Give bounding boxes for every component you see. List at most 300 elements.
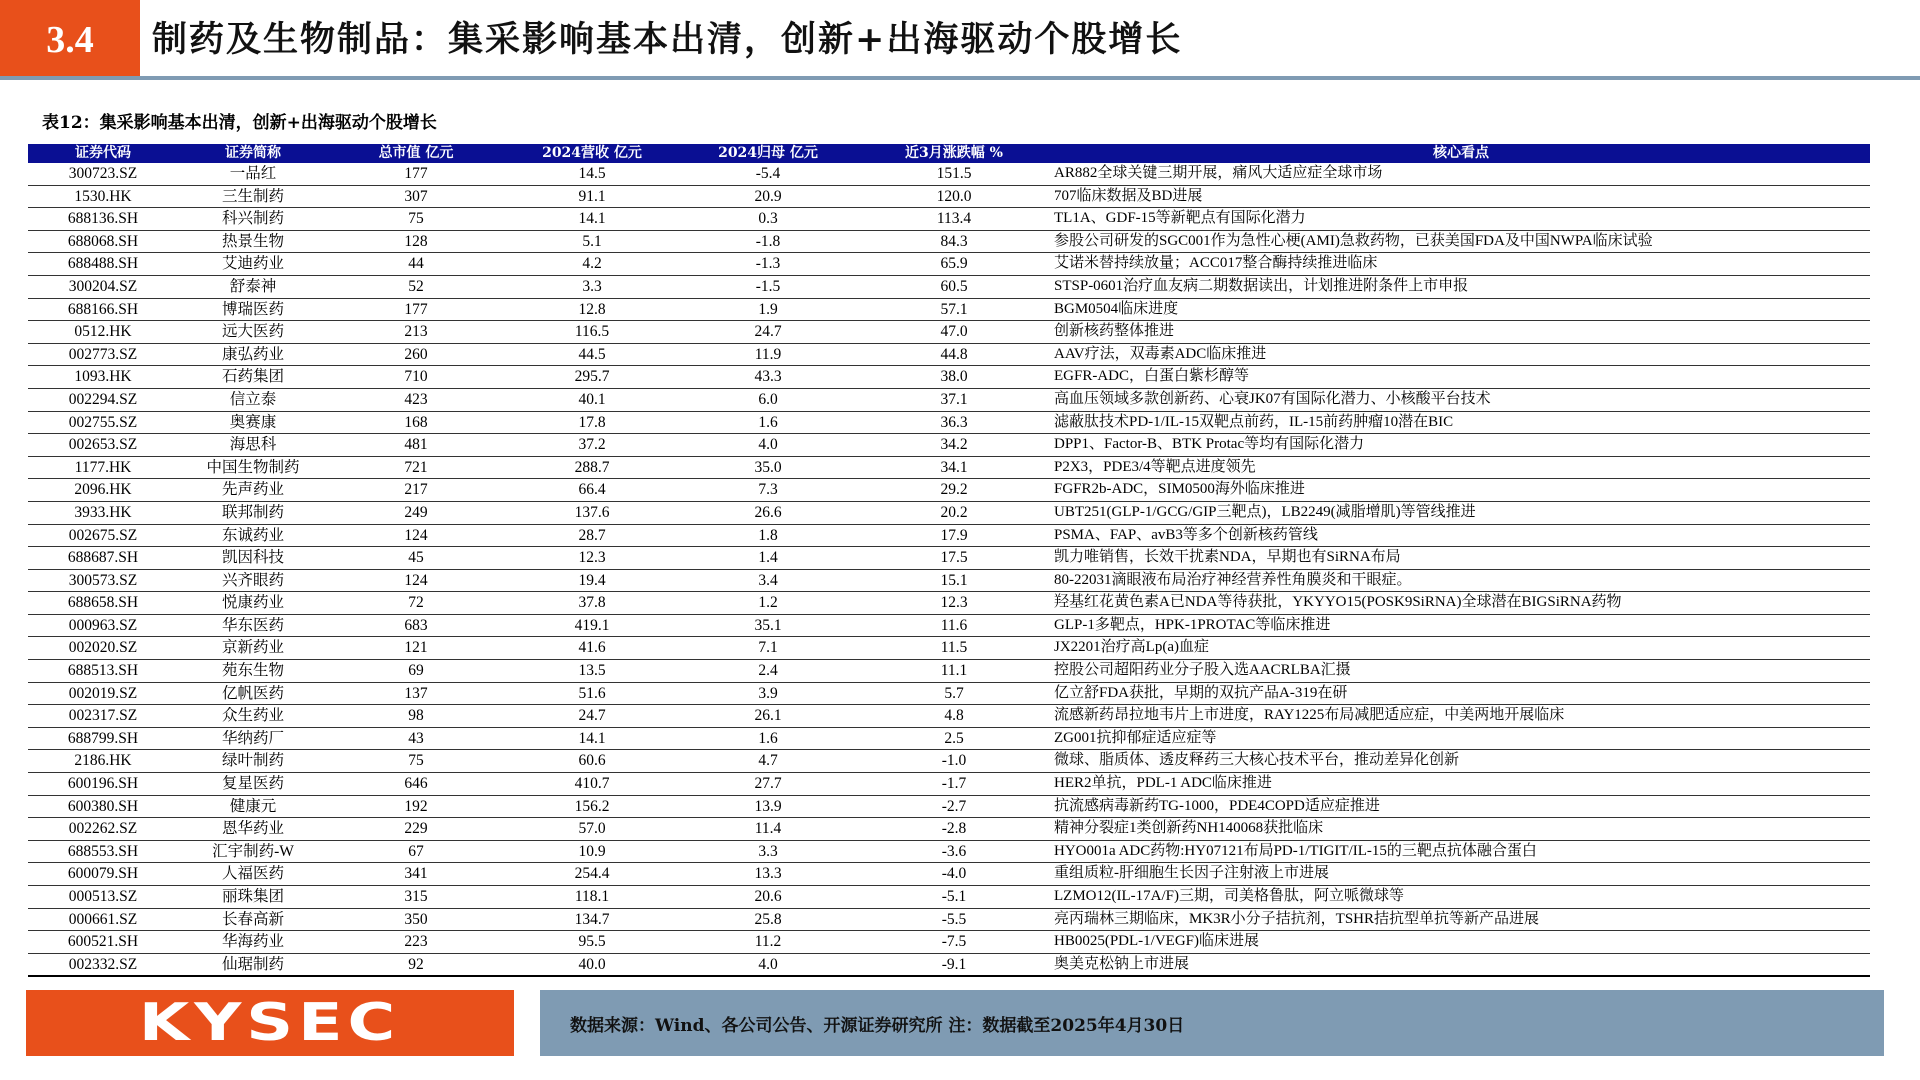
cell-change: -5.1: [856, 886, 1052, 909]
cell-code: 688513.SH: [28, 660, 178, 683]
cell-highlights: ZG001抗抑郁症适应症等: [1052, 727, 1870, 750]
cell-name: 远大医药: [178, 321, 328, 344]
table-row: [28, 479, 1870, 502]
table-body: [28, 163, 1870, 976]
cell-name: 海思科: [178, 434, 328, 457]
cell-code: 688136.SH: [28, 208, 178, 231]
col-header-code: 证券代码: [28, 144, 178, 163]
cell-name: 康弘药业: [178, 343, 328, 366]
cell-market-cap: 52: [328, 275, 504, 298]
cell-code: 688687.SH: [28, 547, 178, 570]
cell-net-profit: 1.8: [680, 524, 856, 547]
cell-net-profit: 4.7: [680, 750, 856, 773]
cell-market-cap: 307: [328, 185, 504, 208]
cell-net-profit: -1.8: [680, 230, 856, 253]
cell-revenue: 134.7: [504, 908, 680, 931]
cell-change: -3.6: [856, 840, 1052, 863]
cell-market-cap: 45: [328, 547, 504, 570]
cell-code: 0512.HK: [28, 321, 178, 344]
cell-net-profit: 1.9: [680, 298, 856, 321]
cell-change: 11.6: [856, 614, 1052, 637]
table-row: [28, 501, 1870, 524]
data-source-note: 数据来源：Wind、各公司公告、开源证券研究所 注：数据截至2025年4月30日: [570, 1015, 1185, 1036]
cell-net-profit: 1.6: [680, 411, 856, 434]
cell-highlights: 抗流感病毒新药TG-1000，PDE4COPD适应症推进: [1052, 795, 1870, 818]
cell-name: 京新药业: [178, 637, 328, 660]
cell-code: 600521.SH: [28, 931, 178, 954]
table-row: [28, 953, 1870, 976]
cell-revenue: 12.3: [504, 547, 680, 570]
cell-highlights: HB0025(PDL-1/VEGF)临床进展: [1052, 931, 1870, 954]
cell-code: 300573.SZ: [28, 569, 178, 592]
cell-net-profit: 13.9: [680, 795, 856, 818]
cell-revenue: 40.1: [504, 388, 680, 411]
cell-net-profit: 27.7: [680, 773, 856, 796]
cell-highlights: STSP-0601治疗血友病二期数据读出，计划推进附条件上市申报: [1052, 275, 1870, 298]
cell-code: 002773.SZ: [28, 343, 178, 366]
table-caption: 表12：集采影响基本出清，创新+出海驱动个股增长: [42, 113, 437, 133]
cell-name: 恩华药业: [178, 818, 328, 841]
table-row: [28, 524, 1870, 547]
table-row: [28, 795, 1870, 818]
cell-market-cap: 721: [328, 456, 504, 479]
cell-market-cap: 168: [328, 411, 504, 434]
cell-revenue: 13.5: [504, 660, 680, 683]
cell-code: 000513.SZ: [28, 886, 178, 909]
cell-revenue: 5.1: [504, 230, 680, 253]
table-row: [28, 275, 1870, 298]
table-row: [28, 818, 1870, 841]
cell-name: 信立泰: [178, 388, 328, 411]
cell-market-cap: 69: [328, 660, 504, 683]
cell-highlights: GLP-1多靶点，HPK-1PROTAC等临床推进: [1052, 614, 1870, 637]
cell-highlights: 高血压领域多款创新药、心衰JK07有国际化潜力、小核酸平台技术: [1052, 388, 1870, 411]
cell-market-cap: 217: [328, 479, 504, 502]
cell-highlights: 流感新药昂拉地韦片上市进度，RAY1225布局减肥适应症，中美两地开展临床: [1052, 705, 1870, 728]
table-row: [28, 253, 1870, 276]
cell-market-cap: 213: [328, 321, 504, 344]
cell-change: 4.8: [856, 705, 1052, 728]
cell-market-cap: 350: [328, 908, 504, 931]
cell-revenue: 12.8: [504, 298, 680, 321]
cell-net-profit: 11.4: [680, 818, 856, 841]
cell-highlights: 艾诺米替持续放量；ACC017整合酶持续推进临床: [1052, 253, 1870, 276]
cell-highlights: 参股公司研发的SGC001作为急性心梗(AMI)急救药物，已获美国FDA及中国NWPA临床试验: [1052, 230, 1870, 253]
cell-revenue: 156.2: [504, 795, 680, 818]
cell-revenue: 60.6: [504, 750, 680, 773]
cell-net-profit: 20.6: [680, 886, 856, 909]
cell-code: 1177.HK: [28, 456, 178, 479]
section-number: 3.4: [46, 19, 94, 61]
table-row: [28, 343, 1870, 366]
cell-code: 3933.HK: [28, 501, 178, 524]
cell-name: 热景生物: [178, 230, 328, 253]
table-row: [28, 298, 1870, 321]
cell-code: 2186.HK: [28, 750, 178, 773]
cell-revenue: 254.4: [504, 863, 680, 886]
cell-revenue: 410.7: [504, 773, 680, 796]
cell-revenue: 14.1: [504, 727, 680, 750]
cell-change: -7.5: [856, 931, 1052, 954]
cell-net-profit: 7.1: [680, 637, 856, 660]
cell-change: -1.0: [856, 750, 1052, 773]
cell-market-cap: 177: [328, 163, 504, 185]
cell-market-cap: 249: [328, 501, 504, 524]
cell-name: 绿叶制药: [178, 750, 328, 773]
cell-revenue: 19.4: [504, 569, 680, 592]
cell-highlights: 滤蔽肽技术PD-1/IL-15双靶点前药，IL-15前药肿瘤10潜在BIC: [1052, 411, 1870, 434]
cell-market-cap: 124: [328, 524, 504, 547]
cell-highlights: PSMA、FAP、avB3等多个创新核药管线: [1052, 524, 1870, 547]
cell-highlights: FGFR2b-ADC，SIM0500海外临床推进: [1052, 479, 1870, 502]
table-row: [28, 931, 1870, 954]
table-row: [28, 547, 1870, 570]
cell-revenue: 137.6: [504, 501, 680, 524]
cell-net-profit: 4.0: [680, 953, 856, 976]
cell-code: 688166.SH: [28, 298, 178, 321]
cell-net-profit: 25.8: [680, 908, 856, 931]
cell-change: 36.3: [856, 411, 1052, 434]
cell-net-profit: -1.5: [680, 275, 856, 298]
cell-change: 113.4: [856, 208, 1052, 231]
table-row: [28, 230, 1870, 253]
cell-market-cap: 646: [328, 773, 504, 796]
cell-change: 29.2: [856, 479, 1052, 502]
cell-net-profit: 3.4: [680, 569, 856, 592]
cell-change: 17.9: [856, 524, 1052, 547]
cell-market-cap: 43: [328, 727, 504, 750]
cell-highlights: HYO001a ADC药物:HY07121布局PD-1/TIGIT/IL-15的三靶点抗体融合蛋白: [1052, 840, 1870, 863]
cell-net-profit: 6.0: [680, 388, 856, 411]
cell-market-cap: 44: [328, 253, 504, 276]
cell-highlights: AAV疗法，双毒素ADC临床推进: [1052, 343, 1870, 366]
cell-change: -4.0: [856, 863, 1052, 886]
table-row: [28, 727, 1870, 750]
cell-name: 舒泰神: [178, 275, 328, 298]
cell-change: 57.1: [856, 298, 1052, 321]
cell-code: 688553.SH: [28, 840, 178, 863]
cell-revenue: 17.8: [504, 411, 680, 434]
cell-name: 华纳药厂: [178, 727, 328, 750]
cell-highlights: 亿立舒FDA获批，早期的双抗产品A-319在研: [1052, 682, 1870, 705]
cell-change: 151.5: [856, 163, 1052, 185]
cell-net-profit: 35.0: [680, 456, 856, 479]
cell-market-cap: 710: [328, 366, 504, 389]
cell-highlights: TL1A、GDF-15等新靶点有国际化潜力: [1052, 208, 1870, 231]
table-row: [28, 208, 1870, 231]
table-row: [28, 840, 1870, 863]
cell-revenue: 24.7: [504, 705, 680, 728]
cell-highlights: 重组质粒-肝细胞生长因子注射液上市进展: [1052, 863, 1870, 886]
cell-name: 苑东生物: [178, 660, 328, 683]
cell-highlights: BGM0504临床进度: [1052, 298, 1870, 321]
table-header-row: [28, 144, 1870, 163]
cell-revenue: 44.5: [504, 343, 680, 366]
cell-highlights: EGFR-ADC，白蛋白紫杉醇等: [1052, 366, 1870, 389]
cell-net-profit: -5.4: [680, 163, 856, 185]
cell-name: 华东医药: [178, 614, 328, 637]
cell-change: 17.5: [856, 547, 1052, 570]
cell-code: 002675.SZ: [28, 524, 178, 547]
cell-code: 688068.SH: [28, 230, 178, 253]
cell-code: 002317.SZ: [28, 705, 178, 728]
cell-name: 三生制药: [178, 185, 328, 208]
cell-net-profit: 1.6: [680, 727, 856, 750]
table-row: [28, 863, 1870, 886]
cell-revenue: 116.5: [504, 321, 680, 344]
cell-code: 688488.SH: [28, 253, 178, 276]
cell-change: -5.5: [856, 908, 1052, 931]
cell-revenue: 295.7: [504, 366, 680, 389]
cell-revenue: 14.1: [504, 208, 680, 231]
col-header-market-cap: 总市值 亿元: [328, 144, 504, 163]
cell-net-profit: 24.7: [680, 321, 856, 344]
table-row: [28, 185, 1870, 208]
cell-revenue: 95.5: [504, 931, 680, 954]
cell-market-cap: 92: [328, 953, 504, 976]
cell-revenue: 28.7: [504, 524, 680, 547]
table-row: [28, 434, 1870, 457]
cell-net-profit: 3.3: [680, 840, 856, 863]
cell-market-cap: 137: [328, 682, 504, 705]
cell-name: 一品红: [178, 163, 328, 185]
cell-name: 汇宇制药-W: [178, 840, 328, 863]
cell-net-profit: 13.3: [680, 863, 856, 886]
col-header-net-profit: 2024归母 亿元: [680, 144, 856, 163]
cell-name: 亿帆医药: [178, 682, 328, 705]
cell-name: 仙琚制药: [178, 953, 328, 976]
cell-change: -1.7: [856, 773, 1052, 796]
cell-change: 84.3: [856, 230, 1052, 253]
cell-market-cap: 192: [328, 795, 504, 818]
table-row: [28, 682, 1870, 705]
cell-revenue: 288.7: [504, 456, 680, 479]
cell-change: 15.1: [856, 569, 1052, 592]
cell-highlights: JX2201治疗高Lp(a)血症: [1052, 637, 1870, 660]
cell-name: 兴齐眼药: [178, 569, 328, 592]
cell-revenue: 57.0: [504, 818, 680, 841]
cell-code: 300723.SZ: [28, 163, 178, 185]
table-row: [28, 569, 1870, 592]
table-row: [28, 411, 1870, 434]
table-row: [28, 456, 1870, 479]
cell-name: 悦康药业: [178, 592, 328, 615]
cell-highlights: 奥美克松钠上市进展: [1052, 953, 1870, 976]
cell-change: 37.1: [856, 388, 1052, 411]
stock-table: [28, 144, 1870, 977]
cell-net-profit: 35.1: [680, 614, 856, 637]
cell-market-cap: 124: [328, 569, 504, 592]
table-row: [28, 886, 1870, 909]
table-row: [28, 660, 1870, 683]
cell-change: 34.2: [856, 434, 1052, 457]
cell-highlights: AR882全球关键三期开展，痛风大适应症全球市场: [1052, 163, 1870, 185]
cell-change: 34.1: [856, 456, 1052, 479]
section-number-badge: [0, 0, 140, 80]
cell-change: 120.0: [856, 185, 1052, 208]
cell-name: 艾迪药业: [178, 253, 328, 276]
cell-net-profit: 43.3: [680, 366, 856, 389]
page-title: 制药及生物制品：集采影响基本出清，创新+出海驱动个股增长: [152, 19, 1183, 60]
cell-highlights: 创新核药整体推进: [1052, 321, 1870, 344]
cell-highlights: 微球、脂质体、透皮释药三大核心技术平台，推动差异化创新: [1052, 750, 1870, 773]
footer-logo: [26, 990, 514, 1056]
cell-name: 中国生物制药: [178, 456, 328, 479]
cell-market-cap: 481: [328, 434, 504, 457]
cell-market-cap: 260: [328, 343, 504, 366]
col-header-revenue: 2024营收 亿元: [504, 144, 680, 163]
cell-revenue: 37.8: [504, 592, 680, 615]
cell-change: 38.0: [856, 366, 1052, 389]
header-divider: [0, 76, 1920, 80]
cell-change: -2.8: [856, 818, 1052, 841]
cell-code: 002332.SZ: [28, 953, 178, 976]
cell-market-cap: 128: [328, 230, 504, 253]
cell-name: 凯因科技: [178, 547, 328, 570]
cell-revenue: 66.4: [504, 479, 680, 502]
cell-code: 2096.HK: [28, 479, 178, 502]
cell-revenue: 10.9: [504, 840, 680, 863]
cell-name: 丽珠集团: [178, 886, 328, 909]
cell-net-profit: 20.9: [680, 185, 856, 208]
cell-code: 002019.SZ: [28, 682, 178, 705]
kysec-logo-text: KYSEC: [139, 993, 401, 1053]
table-row: [28, 366, 1870, 389]
cell-net-profit: -1.3: [680, 253, 856, 276]
table-row: [28, 705, 1870, 728]
cell-name: 奥赛康: [178, 411, 328, 434]
cell-code: 002294.SZ: [28, 388, 178, 411]
cell-change: 44.8: [856, 343, 1052, 366]
cell-name: 博瑞医药: [178, 298, 328, 321]
cell-market-cap: 75: [328, 750, 504, 773]
cell-code: 600196.SH: [28, 773, 178, 796]
cell-change: -9.1: [856, 953, 1052, 976]
table-row: [28, 908, 1870, 931]
cell-change: -2.7: [856, 795, 1052, 818]
cell-market-cap: 341: [328, 863, 504, 886]
cell-net-profit: 0.3: [680, 208, 856, 231]
cell-revenue: 4.2: [504, 253, 680, 276]
cell-change: 11.5: [856, 637, 1052, 660]
cell-market-cap: 177: [328, 298, 504, 321]
cell-code: 1093.HK: [28, 366, 178, 389]
cell-highlights: 精神分裂症1类创新药NH140068获批临床: [1052, 818, 1870, 841]
cell-code: 002653.SZ: [28, 434, 178, 457]
cell-code: 002020.SZ: [28, 637, 178, 660]
table-row: [28, 773, 1870, 796]
cell-market-cap: 121: [328, 637, 504, 660]
cell-highlights: DPP1、Factor-B、BTK Protac等均有国际化潜力: [1052, 434, 1870, 457]
cell-code: 600079.SH: [28, 863, 178, 886]
cell-change: 11.1: [856, 660, 1052, 683]
cell-code: 300204.SZ: [28, 275, 178, 298]
table-row: [28, 637, 1870, 660]
cell-change: 12.3: [856, 592, 1052, 615]
cell-market-cap: 315: [328, 886, 504, 909]
cell-highlights: LZMO12(IL-17A/F)三期，司美格鲁肽，阿立哌微球等: [1052, 886, 1870, 909]
cell-highlights: 707临床数据及BD进展: [1052, 185, 1870, 208]
cell-market-cap: 72: [328, 592, 504, 615]
cell-net-profit: 4.0: [680, 434, 856, 457]
table-row: [28, 388, 1870, 411]
table-row: [28, 163, 1870, 185]
cell-highlights: P2X3，PDE3/4等靶点进度领先: [1052, 456, 1870, 479]
cell-code: 000661.SZ: [28, 908, 178, 931]
cell-name: 先声药业: [178, 479, 328, 502]
cell-name: 科兴制药: [178, 208, 328, 231]
cell-code: 688658.SH: [28, 592, 178, 615]
cell-name: 华海药业: [178, 931, 328, 954]
cell-change: 60.5: [856, 275, 1052, 298]
cell-name: 众生药业: [178, 705, 328, 728]
cell-market-cap: 683: [328, 614, 504, 637]
table-row: [28, 750, 1870, 773]
col-header-change: 近3月涨跌幅 %: [856, 144, 1052, 163]
cell-code: 1530.HK: [28, 185, 178, 208]
cell-highlights: 控股公司超阳药业分子股入选AACRLBA汇摄: [1052, 660, 1870, 683]
cell-revenue: 40.0: [504, 953, 680, 976]
cell-net-profit: 11.2: [680, 931, 856, 954]
cell-code: 600380.SH: [28, 795, 178, 818]
cell-change: 2.5: [856, 727, 1052, 750]
cell-name: 人福医药: [178, 863, 328, 886]
cell-change: 20.2: [856, 501, 1052, 524]
cell-net-profit: 26.6: [680, 501, 856, 524]
cell-change: 65.9: [856, 253, 1052, 276]
cell-market-cap: 98: [328, 705, 504, 728]
cell-highlights: UBT251(GLP-1/GCG/GIP三靶点)，LB2249(减脂增肌)等管线推进: [1052, 501, 1870, 524]
cell-highlights: 80-22031滴眼液布局治疗神经营养性角膜炎和干眼症。: [1052, 569, 1870, 592]
col-header-name: 证券简称: [178, 144, 328, 163]
cell-revenue: 419.1: [504, 614, 680, 637]
cell-name: 联邦制药: [178, 501, 328, 524]
table-row: [28, 614, 1870, 637]
cell-market-cap: 67: [328, 840, 504, 863]
cell-revenue: 51.6: [504, 682, 680, 705]
cell-name: 东诚药业: [178, 524, 328, 547]
table-row: [28, 321, 1870, 344]
cell-code: 002262.SZ: [28, 818, 178, 841]
cell-net-profit: 1.4: [680, 547, 856, 570]
cell-net-profit: 1.2: [680, 592, 856, 615]
cell-revenue: 118.1: [504, 886, 680, 909]
cell-market-cap: 223: [328, 931, 504, 954]
cell-highlights: 亮丙瑞林三期临床，MK3R小分子拮抗剂，TSHR拮抗型单抗等新产品进展: [1052, 908, 1870, 931]
cell-revenue: 37.2: [504, 434, 680, 457]
cell-revenue: 3.3: [504, 275, 680, 298]
cell-name: 健康元: [178, 795, 328, 818]
cell-code: 688799.SH: [28, 727, 178, 750]
cell-net-profit: 3.9: [680, 682, 856, 705]
cell-revenue: 41.6: [504, 637, 680, 660]
cell-code: 000963.SZ: [28, 614, 178, 637]
cell-highlights: 羟基红花黄色素A已NDA等待获批，YKYYO15(POSK9SiRNA)全球潜在BIGSiRNA药物: [1052, 592, 1870, 615]
cell-revenue: 14.5: [504, 163, 680, 185]
cell-net-profit: 7.3: [680, 479, 856, 502]
cell-market-cap: 229: [328, 818, 504, 841]
cell-change: 47.0: [856, 321, 1052, 344]
cell-net-profit: 11.9: [680, 343, 856, 366]
cell-revenue: 91.1: [504, 185, 680, 208]
cell-highlights: HER2单抗，PDL-1 ADC临床推进: [1052, 773, 1870, 796]
cell-name: 石药集团: [178, 366, 328, 389]
cell-change: 5.7: [856, 682, 1052, 705]
col-header-highlights: 核心看点: [1052, 144, 1870, 163]
cell-highlights: 凯力唯销售，长效干扰素NDA，早期也有SiRNA布局: [1052, 547, 1870, 570]
cell-market-cap: 75: [328, 208, 504, 231]
cell-market-cap: 423: [328, 388, 504, 411]
